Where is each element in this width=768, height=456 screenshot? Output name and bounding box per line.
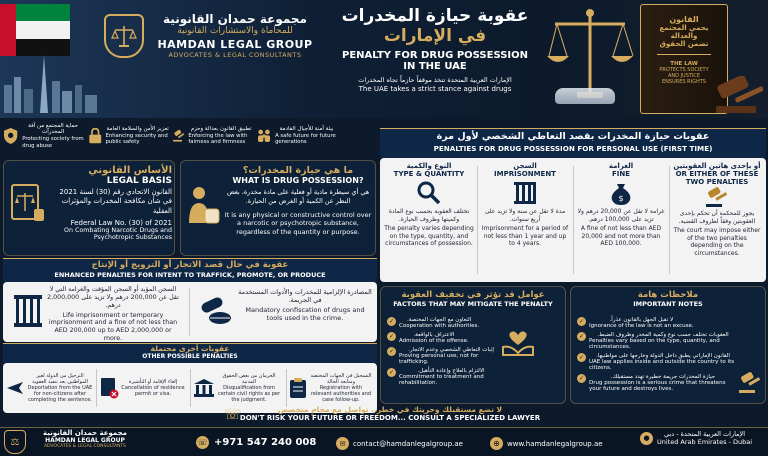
footer-email-link[interactable] — [336, 437, 463, 450]
footer-location — [640, 430, 764, 446]
note-ar: لا تقبل الجهل بالقانون عذراً. — [609, 317, 674, 323]
check-icon: ✓ — [388, 333, 395, 340]
factor-ar: الاعتراف بالواقعة. — [413, 332, 455, 338]
what-is-title-en: WHAT IS DRUG POSSESSION? — [232, 176, 364, 185]
check-icon: ✓ — [388, 348, 395, 355]
other-item-en: Deportation from the UAE for non-citizens after completing the sentence. — [27, 385, 93, 403]
money-bag-icon — [608, 180, 634, 206]
factor-ar: إثبات التعاطي الشخصي وعدم الاتجار. — [408, 347, 494, 353]
footer-email: contact@hamdanlegalgroup.ae — [353, 439, 463, 448]
cta-en: DON'T RISK YOUR FUTURE OR FREEDOM... CONSULT A SPECIALIZED LAWYER — [239, 414, 541, 422]
book-line-ar-1: القانون — [669, 15, 699, 24]
book-line-ar-4: تضمن الحقوق — [659, 40, 709, 48]
enhanced-right-en: Mandatory confiscation of drugs and tools used in the crime. — [245, 306, 365, 323]
hero-title-ar-1: عقوبة حيازة المخدرات — [341, 6, 529, 26]
enhanced-left-ar: السجن المؤبد أو السجن المؤقت والغرامة التي لا تقل عن 200,000 درهم ولا تزيد على 2,000,000 درهم. — [47, 286, 179, 309]
factor-en: Commitment to treatment and rehabilitation. — [399, 374, 484, 386]
column-title-en: FINE — [611, 170, 631, 178]
what-is-title-ar: ما هي حيازة المخدرات؟ — [242, 165, 354, 176]
factors-panel — [380, 286, 566, 404]
column-title-ar: النوع والكمية — [406, 162, 452, 170]
legal-basis-text-en-2: On Combating Narcotic Drugs and Psychotropic Substances — [64, 227, 172, 242]
uae-flag-icon — [0, 4, 70, 56]
phone-icon: ☏ — [224, 407, 242, 423]
legal-basis-title-en: LEGAL BASIS — [106, 176, 172, 186]
note-en: Penalties vary based on the type, quantity, and circumstances. — [589, 338, 720, 350]
other-item-en: Cancellation of residence permit or visa. — [121, 385, 185, 397]
pills-icon — [199, 296, 233, 326]
notes-title-en: IMPORTANT NOTES — [633, 300, 703, 308]
gavel-icon — [704, 187, 730, 209]
check-icon: ✓ — [578, 318, 585, 325]
enhanced-title-ar: عقوبة في حال قصد الاتجار أو الترويج أو الإنتاج — [91, 260, 289, 270]
other-banner — [3, 343, 377, 363]
factor-en: Admission of the offense. — [399, 338, 469, 344]
brand-sub-en: ADVOCATES & LEGAL CONSULTANTS — [168, 51, 302, 59]
shield-icon — [2, 122, 19, 150]
penalty-column — [480, 162, 570, 248]
dubai-skyline-icon — [0, 55, 110, 113]
goal-item — [88, 114, 170, 158]
penalty-column — [576, 162, 666, 248]
goal-ar: بيئة آمنة للأجيال القادمة — [279, 125, 334, 132]
note-en: Ignorance of the law is not an excuse. — [589, 323, 694, 329]
book-line-ar-3: والعدالة — [670, 32, 698, 40]
prison-bars-icon — [512, 180, 538, 206]
enhanced-left-en: Life imprisonment or temporary imprisonment and a fine of not less than AED 200,000 up to AED 2,000,000 or more. — [48, 311, 178, 343]
what-is-text-en: It is any physical or constructive control over a narcotic or psychotropic substance, regardless of the quantity or purpose. — [224, 210, 372, 237]
book-line-en-3: AND JUSTICE — [667, 73, 701, 79]
brand-block — [150, 12, 320, 59]
other-title-en: OTHER POSSIBLE PENALTIES — [142, 353, 238, 360]
check-icon: ✓ — [578, 375, 585, 382]
hero-title-ar-2: في الإمارات — [383, 26, 487, 46]
footer — [0, 427, 768, 456]
brand-name-en: HAMDAN LEGAL GROUP — [157, 38, 313, 51]
email-icon: ✉ — [336, 437, 349, 450]
other-item-ar: الحرمان من بعض الحقوق المدنية — [222, 373, 276, 385]
footer-location-ar: الإمارات العربية المتحدة - دبي — [664, 430, 746, 438]
column-text-ar: غرامة لا تقل عن 20,000 درهم ولا تزيد على 100,000 درهم. — [577, 208, 665, 223]
personal-use-banner — [380, 128, 766, 158]
note-ar: القانون الإماراتي يطبق داخل الدولة وخارجها على مواطنيها. — [596, 353, 730, 359]
cta-bar — [220, 405, 560, 427]
goal-item — [256, 114, 338, 158]
footer-phone: +971 547 240 008 — [214, 437, 317, 448]
column-text-ar: يجوز للمحكمة أن تحكم بإحدى العقوبتين وفقاً لظروف القضية. — [678, 210, 756, 225]
legal-basis-panel — [3, 160, 175, 256]
goal-en: Protecting society from drug abuse — [22, 136, 84, 149]
powder-bag-icon — [555, 88, 615, 104]
other-item-en: Disqualification from certain civil rights as per the judgment. — [217, 385, 281, 403]
factor-ar: التعاون مع الجهات المختصة. — [406, 317, 472, 323]
gavel-icon — [172, 124, 185, 148]
footer-brand-en: HAMDAN LEGAL GROUP — [45, 437, 125, 444]
goals-row — [0, 114, 338, 158]
column-title-en: IMPRISONMENT — [494, 170, 556, 178]
column-text-en: Imprisonment for a period of not less than 1 year and up to 4 years. — [481, 225, 569, 247]
penalty-column — [384, 162, 474, 248]
factor-ar: الالتزام بالعلاج وإعادة التأهيل. — [417, 368, 485, 374]
lock-icon — [88, 123, 103, 149]
enhanced-panel — [3, 282, 377, 342]
other-item — [99, 365, 187, 411]
family-icon — [256, 124, 272, 148]
cta-ar: لا تضع مستقبلك وحريتك في خطر.. تواصل مع محامٍ متخصص — [277, 405, 503, 414]
goal-en: Enhancing security and public safety — [105, 132, 168, 146]
factor-en: Cooperation with authorities. — [399, 323, 480, 329]
hero-stance-en: The UAE takes a strict stance against drugs — [358, 85, 512, 93]
column-title-en: OR EITHER OF THESE TWO PENALTIES — [675, 170, 759, 186]
what-is-text-ar: هي أي سيطرة مادية أو فعلية على مادة مخدرة، بغض النظر عن الكمية أو الغرض من الحيازة. — [226, 188, 370, 205]
column-title-ar: السجن — [513, 162, 537, 170]
footer-location-en: United Arab Emirates - Dubai — [657, 438, 753, 446]
note-ar: حيازة المخدرات جريمة خطيرة تهدد مستقبلك. — [610, 374, 716, 380]
check-icon: ✓ — [388, 369, 395, 376]
column-title-en: TYPE & QUANTITY — [393, 170, 465, 178]
personal-use-title-en: PENALTIES FOR DRUG POSSESSION FOR PERSONAL USE (FIRST TIME) — [433, 144, 713, 153]
footer-website: www.hamdanlegalgroup.ae — [507, 439, 603, 448]
globe-icon: ⊕ — [490, 437, 503, 450]
note-en: UAE law applies inside and outside the country to its citizens. — [589, 359, 735, 371]
hands-heart-icon — [501, 325, 535, 359]
other-item-ar: الترحيل من الدولة لغير المواطنين بعد تنفيذ العقوبة — [32, 373, 88, 385]
other-item-ar: التسجيل في الجهات المختصة ومتابعة الحالة — [310, 373, 372, 385]
footer-brand-sub-en: ADVOCATES & LEGAL CONSULTANTS — [43, 444, 127, 449]
other-item — [5, 365, 95, 411]
courthouse-icon — [193, 378, 215, 398]
book-line-en-2: PROTECTS SOCIETY — [659, 67, 709, 73]
what-is-panel — [180, 160, 376, 256]
personal-use-panel — [380, 158, 766, 282]
factor-en: Proving personal use, not for trafficking. — [399, 353, 479, 365]
check-icon: ✓ — [578, 354, 585, 361]
scales-logo-icon: ⚖ — [4, 430, 26, 454]
cancel-document-icon — [99, 377, 119, 399]
law-scroll-icon — [10, 183, 46, 223]
goal-ar: تطبيق القانون بعدالة وحزم — [190, 125, 252, 132]
column-title-ar: أو بإحدى هاتين العقوبتين — [673, 162, 761, 170]
clipboard-icon — [289, 377, 307, 399]
check-icon: ✓ — [388, 318, 395, 325]
hero-title-en-2: IN THE UAE — [403, 61, 467, 72]
penalty-column — [672, 162, 762, 257]
factors-title-en: FACTORS THAT MAY MITIGATE THE PENALTY — [393, 300, 553, 308]
prison-bars-icon — [13, 294, 43, 328]
goal-ar: حماية المجتمع من آفة المخدرات — [28, 122, 79, 136]
book-line-ar-2: يحمي المجتمع — [659, 24, 709, 32]
notes-title-ar: ملاحظات هامة — [637, 290, 699, 300]
book-line-en-4: ENSURES RIGHTS — [662, 79, 706, 85]
factors-title-ar: عوامل قد تؤثر في تخفيف العقوبة — [401, 290, 545, 300]
column-text-ar: مدة لا تقل عن سنة ولا تزيد على أربع سنوات. — [484, 208, 566, 223]
column-text-en: The penalty varies depending on the type, quantity, and circumstances of possession. — [384, 225, 474, 247]
person-with-bag-icon — [187, 185, 221, 225]
gavel-icon — [712, 76, 768, 116]
check-icon: ✓ — [578, 333, 585, 340]
goal-item — [2, 114, 84, 158]
magnifier-icon — [416, 180, 442, 206]
column-text-en: A fine of not less than AED 20,000 and not more than AED 100,000. — [580, 225, 662, 247]
plane-icon — [5, 378, 25, 398]
legal-basis-title-ar: الأساس القانوني — [88, 165, 172, 176]
column-text-en: The court may impose either of the two penalties depending on the circumstances. — [673, 227, 761, 257]
footer-phone-link[interactable] — [196, 436, 316, 449]
hero-title-en-1: PENALTY FOR DRUG POSSESSION — [341, 50, 528, 61]
column-text-ar: تختلف العقوبة بحسب نوع المادة وكميتها وظروف الحيازة. — [388, 208, 470, 223]
enhanced-title-en: ENHANCED PENALTIES FOR INTENT TO TRAFFICK, PROMOTE, OR PRODUCE — [54, 271, 326, 279]
brand-name-ar: مجموعة حمدان القانونية — [163, 12, 307, 26]
note-ar: العقوبات تختلف حسب نوع وكمية المخدر وظروف الضبط. — [597, 332, 729, 338]
note-en: Drug possession is a serious crime that threatens your future and destroys lives. — [589, 380, 726, 392]
book-line-en-1: THE LAW — [670, 61, 698, 67]
goal-ar: تعزيز الأمن والسلامة العامة — [106, 125, 169, 132]
hero-title-block — [330, 6, 540, 93]
goal-en: A safe future for future generations — [275, 132, 336, 146]
location-pin-icon: ● — [640, 432, 653, 445]
other-title-ar: عقوبات أخرى محتملة — [150, 344, 230, 353]
notes-panel — [570, 286, 766, 404]
enhanced-banner — [3, 258, 377, 282]
whatsapp-icon: ☏ — [197, 438, 208, 447]
legal-basis-text-ar: القانون الاتحادي رقم (30) لسنة 2021 في شأن مكافحة المخدرات والمؤثرات العقلية — [59, 188, 172, 215]
other-item-ar: إلغاء الإقامة أو التأشيرة — [128, 379, 178, 385]
gavel-icon — [737, 371, 763, 395]
svg-text:$: $ — [618, 194, 624, 203]
other-item-en: Registration with relevant authorities and case follow-up. — [310, 385, 372, 403]
footer-website-link[interactable] — [490, 437, 603, 450]
enhanced-right-ar: المصادرة الإلزامية للمخدرات والأدوات المستخدمة في الجريمة. — [238, 288, 372, 305]
legal-basis-text-en-1: Federal Law No. (30) of 2021 — [70, 219, 172, 228]
footer-brand-ar: مجموعة حمدان القانونية — [43, 429, 127, 437]
column-title-ar: الغرامة — [608, 162, 634, 170]
personal-use-title-ar: عقوبات حيازة المخدرات بقصد التعاطي الشخصي لأول مرة — [436, 131, 710, 142]
brand-sub-ar: للمحاماة والاستشارات القانونية — [177, 26, 293, 36]
goal-item — [172, 114, 254, 158]
goal-en: Enforcing the law with fairness and firmness — [188, 132, 248, 146]
hero-stance-ar: الإمارات العربية المتحدة تتخذ موقفاً حازماً تجاه المخدرات — [358, 76, 512, 84]
scales-logo-icon — [104, 14, 144, 58]
